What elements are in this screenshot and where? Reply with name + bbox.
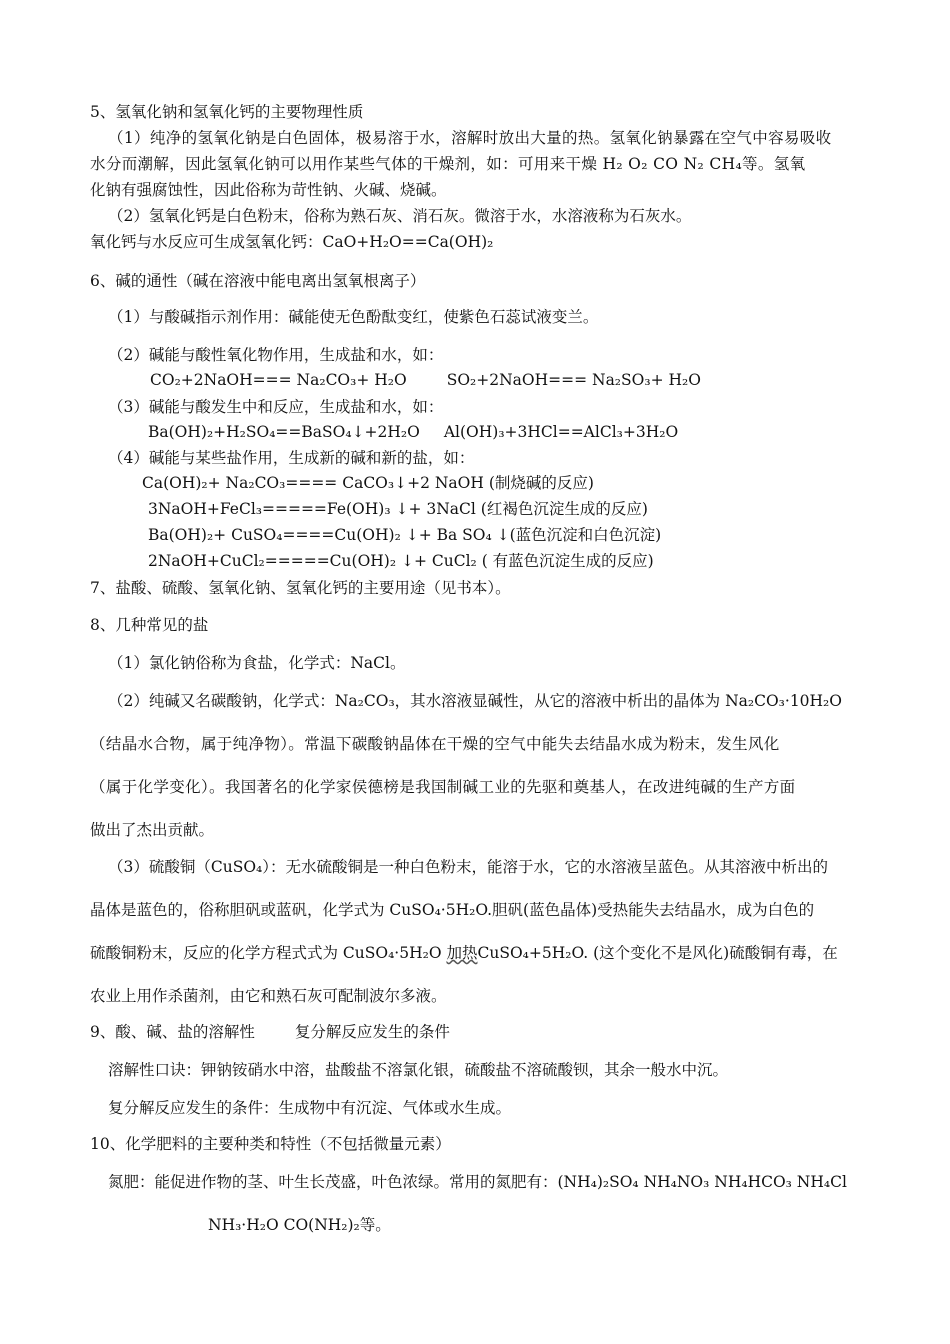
section-6-item-1: （1）与酸碱指示剂作用：碱能使无色酚酞变红，使紫色石蕊试液变兰。 (108, 308, 599, 326)
equation: Ba(OH)₂+H₂SO₄==BaSO₄↓+2H₂O (148, 423, 420, 441)
section-5-heading: 5、氢氧化钠和氢氧化钙的主要物理性质 (90, 103, 364, 121)
section-8-heading: 8、几种常见的盐 (90, 616, 209, 634)
section-8-paragraph-3-line-2: 晶体是蓝色的，俗称胆矾或蓝矾，化学式为 CuSO₄·5H₂O.胆矾(蓝色晶体)受热能失去结晶水，成为白色的 (90, 901, 815, 919)
section-6-item-4-equation-1: Ca(OH)₂+ Na₂CO₃==== CaCO₃↓+2 NaOH (制烧碱的反应) (142, 474, 594, 492)
section-6-item-2-equations (150, 369, 701, 391)
section-8-paragraph-2-line-3: （属于化学变化）。我国著名的化学家侯德榜是我国制碱工业的先驱和奠基人，在改进纯碱的生产方面 (90, 778, 796, 796)
section-10-paragraph-line-2: NH₃·H₂O CO(NH₂)₂等。 (208, 1216, 391, 1234)
section-5-paragraph-3: 氧化钙与水反应可生成氢氧化钙：CaO+H₂O==Ca(OH)₂ (90, 233, 494, 251)
section-8-paragraph-3-line-1: （3）硫酸铜（CuSO₄）：无水硫酸铜是一种白色粉末，能溶于水，它的水溶液呈蓝色。从其溶液中析出的 (108, 858, 828, 876)
section-6-heading: 6、碱的通性（碱在溶液中能电离出氢氧根离子） (90, 272, 426, 290)
section-5-paragraph-1-line-2: 水分而潮解，因此氢氧化钠可以用作某些气体的干燥剂，如：可用来干燥 H₂ O₂ CO N₂ CH₄等。氢氧 (90, 155, 806, 173)
section-8-paragraph-2-line-1: （2）纯碱又名碳酸钠，化学式：Na₂CO₃，其水溶液显碱性，从它的溶液中析出的晶体为 Na₂CO₃·10H₂O (108, 692, 842, 710)
section-8-paragraph-2-line-2: （结晶水合物，属于纯净物）。常温下碳酸钠晶体在干燥的空气中能失去结晶水成为粉末，发生风化 (90, 735, 780, 753)
section-8-paragraph-2-line-4: 做出了杰出贡献。 (90, 821, 215, 839)
section-5-paragraph-1-line-3: 化钠有强腐蚀性，因此俗称为苛性钠、火碱、烧碱。 (90, 181, 447, 199)
section-6-item-2: （2）碱能与酸性氧化物作用，生成盐和水，如： (108, 346, 444, 364)
section-10-paragraph-line-1: 氮肥：能促进作物的茎、叶生长茂盛，叶色浓绿。常用的氮肥有：(NH₄)₂SO₄ NH₄NO₃ NH₄HCO₃ NH₄Cl (108, 1173, 847, 1191)
section-5-paragraph-2: （2）氢氧化钙是白色粉末，俗称为熟石灰、消石灰。微溶于水，水溶液称为石灰水。 (108, 207, 692, 225)
section-8-paragraph-3-line-3 (90, 942, 838, 964)
section-9-paragraph-2: 复分解反应发生的条件：生成物中有沉淀、气体或水生成。 (108, 1099, 512, 1117)
heading-part: 复分解反应发生的条件 (294, 1023, 450, 1041)
section-10-heading: 10、化学肥料的主要种类和特性（不包括微量元素） (90, 1135, 451, 1153)
equation: SO₂+2NaOH=== Na₂SO₃+ H₂O (446, 371, 701, 389)
section-6-item-4-equation-4: 2NaOH+CuCl₂=====Cu(OH)₂ ↓+ CuCl₂ ( 有蓝色沉淀生成的反应) (148, 552, 654, 570)
section-6-item-4-equation-3: Ba(OH)₂+ CuSO₄====Cu(OH)₂ ↓+ Ba SO₄ ↓(蓝色沉淀和白色沉淀) (148, 526, 662, 544)
section-6-item-4-equation-2: 3NaOH+FeCl₃=====Fe(OH)₃ ↓+ 3NaCl (红褐色沉淀生成的反应) (148, 500, 648, 518)
section-6-item-4: （4）碱能与某些盐作用，生成新的碱和新的盐，如： (108, 449, 475, 467)
equation: CO₂+2NaOH=== Na₂CO₃+ H₂O (150, 371, 407, 389)
section-9-heading (90, 1021, 450, 1043)
section-9-paragraph-1: 溶解性口诀：钾钠铵硝水中溶，盐酸盐不溶氯化银，硫酸盐不溶硫酸钡，其余一般水中沉。 (108, 1061, 729, 1079)
section-6-item-3: （3）碱能与酸发生中和反应，生成盐和水，如： (108, 398, 444, 416)
section-6-item-3-equations (148, 421, 678, 443)
reaction-condition: 加热 (446, 944, 478, 962)
heading-part: 9、酸、碱、盐的溶解性 (90, 1023, 255, 1041)
text-run: CuSO₄+5H₂O. (这个变化不是风化)硫酸铜有毒，在 (477, 944, 838, 962)
section-7-heading: 7、盐酸、硫酸、氢氧化钠、氢氧化钙的主要用途（见书本）。 (90, 579, 511, 597)
section-5-paragraph-1-line-1: （1）纯净的氢氧化钠是白色固体，极易溶于水，溶解时放出大量的热。氢氧化钠暴露在空气中容易吸收 (108, 129, 832, 147)
text-run: 硫酸铜粉末，反应的化学方程式式为 CuSO₄·5H₂O (90, 944, 447, 962)
equation: Al(OH)₃+3HCl==AlCl₃+3H₂O (443, 423, 679, 441)
section-8-paragraph-1: （1）氯化钠俗称为食盐，化学式：NaCl。 (108, 654, 406, 672)
section-8-paragraph-3-line-4: 农业上用作杀菌剂，由它和熟石灰可配制波尔多液。 (90, 987, 447, 1005)
